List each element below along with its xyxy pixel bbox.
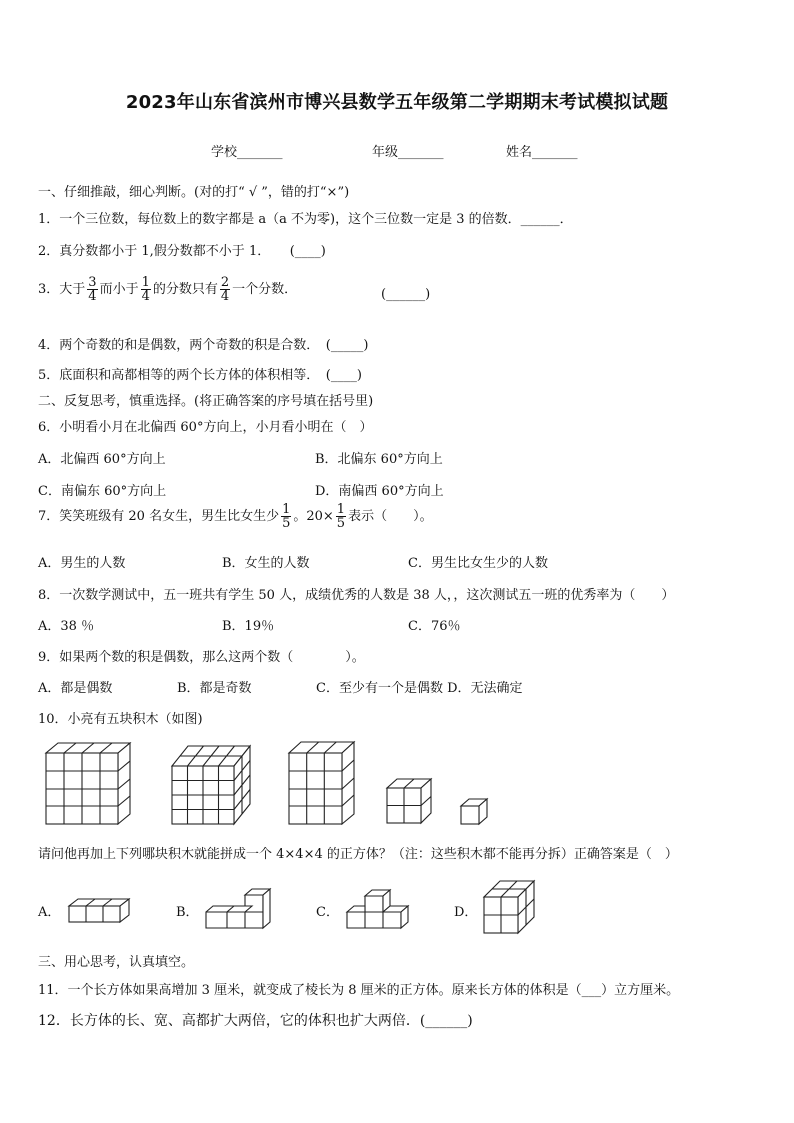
grade-field: 年级_______ bbox=[372, 145, 444, 160]
q3-answer-blank: (______) bbox=[381, 287, 431, 302]
q7-text-1: 7．笑笑班级有 20 名女生，男生比女生少 bbox=[38, 509, 280, 524]
option-d-shape bbox=[484, 881, 534, 933]
q3-text-4: 一个分数． bbox=[232, 282, 298, 297]
fraction-numerator: 1 bbox=[336, 502, 346, 517]
q7-option-a: A．男生的人数 bbox=[38, 556, 126, 571]
question-10: 10．小亮有五块积木（如图) bbox=[38, 712, 203, 727]
fraction-denominator: 5 bbox=[336, 516, 346, 531]
q9-option-b: B．都是奇数 bbox=[177, 681, 252, 696]
section2-heading: 二、反复思考，慎重选择。(将正确答案的序号填在括号里) bbox=[38, 394, 374, 409]
option-c-shape bbox=[347, 890, 408, 928]
question-12: 12．长方体的长、宽、高都扩大两倍，它的体积也扩大两倍．(______) bbox=[38, 1013, 473, 1029]
name-field: 姓名_______ bbox=[506, 145, 578, 160]
fraction-denominator: 4 bbox=[88, 289, 97, 304]
question-5: 5．底面积和高都相等的两个长方体的体积相等． (____) bbox=[38, 368, 362, 383]
fraction-numerator: 1 bbox=[282, 502, 291, 517]
question-1: 1．一个三位数，每位数上的数字都是 a（a 不为零)，这个三位数一定是 3 的倍数．______． bbox=[38, 212, 573, 227]
fraction-numerator: 3 bbox=[88, 275, 97, 290]
q9-option-a: A．都是偶数 bbox=[38, 681, 113, 696]
question-10-prompt: 请问他再加上下列哪块积木就能拼成一个 4×4×4 的正方体？（注：这些积木都不能再分拆）正确答案是（ ） bbox=[38, 847, 678, 862]
q3-text-2: 而小于 bbox=[99, 282, 139, 297]
q6-option-c: C．南偏东 60°方向上 bbox=[38, 484, 167, 499]
option-b-shape bbox=[206, 889, 270, 928]
fraction-denominator: 4 bbox=[220, 289, 230, 304]
question-9: 9．如果两个数的积是偶数，那么这两个数（ ）。 bbox=[38, 650, 365, 665]
q9-option-cd: C．至少有一个是偶数 D．无法确定 bbox=[316, 681, 523, 696]
page-title: 2023年山东省滨州市博兴县数学五年级第二学期期末考试模拟试题 bbox=[125, 92, 669, 113]
school-field: 学校_______ bbox=[211, 145, 283, 160]
q3-text-3: 的分数只有 bbox=[152, 282, 218, 297]
q10-option-a: A． bbox=[38, 905, 61, 920]
question-4: 4．两个奇数的和是偶数，两个奇数的积是合数． (_____) bbox=[38, 338, 369, 353]
q7-option-c: C．男生比女生少的人数 bbox=[408, 556, 548, 571]
q8-option-c: C．76％ bbox=[408, 619, 461, 634]
section1-heading: 一、仔细推敲，细心判断。(对的打“ √ ”，错的打“×”) bbox=[38, 185, 350, 200]
fraction-numerator: 1 bbox=[141, 275, 150, 290]
q8-option-b: B．19％ bbox=[222, 619, 275, 634]
fraction-denominator: 4 bbox=[141, 289, 150, 304]
q6-option-d: D．南偏西 60°方向上 bbox=[315, 484, 444, 499]
fraction-denominator: 5 bbox=[282, 516, 291, 531]
q7-text-3: 表示（ ）。 bbox=[348, 509, 433, 524]
q8-option-a: A．38 ％ bbox=[38, 619, 95, 634]
question-6: 6．小明看小月在北偏西 60°方向上，小月看小明在（ ） bbox=[38, 420, 373, 435]
q7-text-2: 。20× bbox=[293, 509, 334, 524]
q6-option-a: A．北偏西 60°方向上 bbox=[38, 452, 166, 467]
fraction-numerator: 2 bbox=[220, 275, 230, 290]
option-a-shape bbox=[69, 899, 129, 922]
question-8: 8．一次数学测试中，五一班共有学生 50 人，成绩优秀的人数是 38 人，，这次测试五一班的优秀率为（ ） bbox=[38, 588, 675, 603]
q10-option-d: D． bbox=[454, 905, 478, 920]
q3-text-1: 3．大于 bbox=[38, 282, 86, 297]
q10-option-c: C． bbox=[316, 905, 339, 920]
question-2: 2．真分数都小于 1,假分数都不小于 1． (____) bbox=[38, 244, 326, 259]
question-11: 11．一个长方体如果高增加 3 厘米，就变成了棱长为 8 厘米的正方体。原来长方体的体积是（___）立方厘米。 bbox=[38, 983, 680, 998]
q10-option-b: B． bbox=[176, 905, 199, 920]
section3-heading: 三、用心思考，认真填空。 bbox=[38, 955, 195, 970]
q6-option-b: B．北偏东 60°方向上 bbox=[315, 452, 443, 467]
q7-option-b: B．女生的人数 bbox=[222, 556, 310, 571]
